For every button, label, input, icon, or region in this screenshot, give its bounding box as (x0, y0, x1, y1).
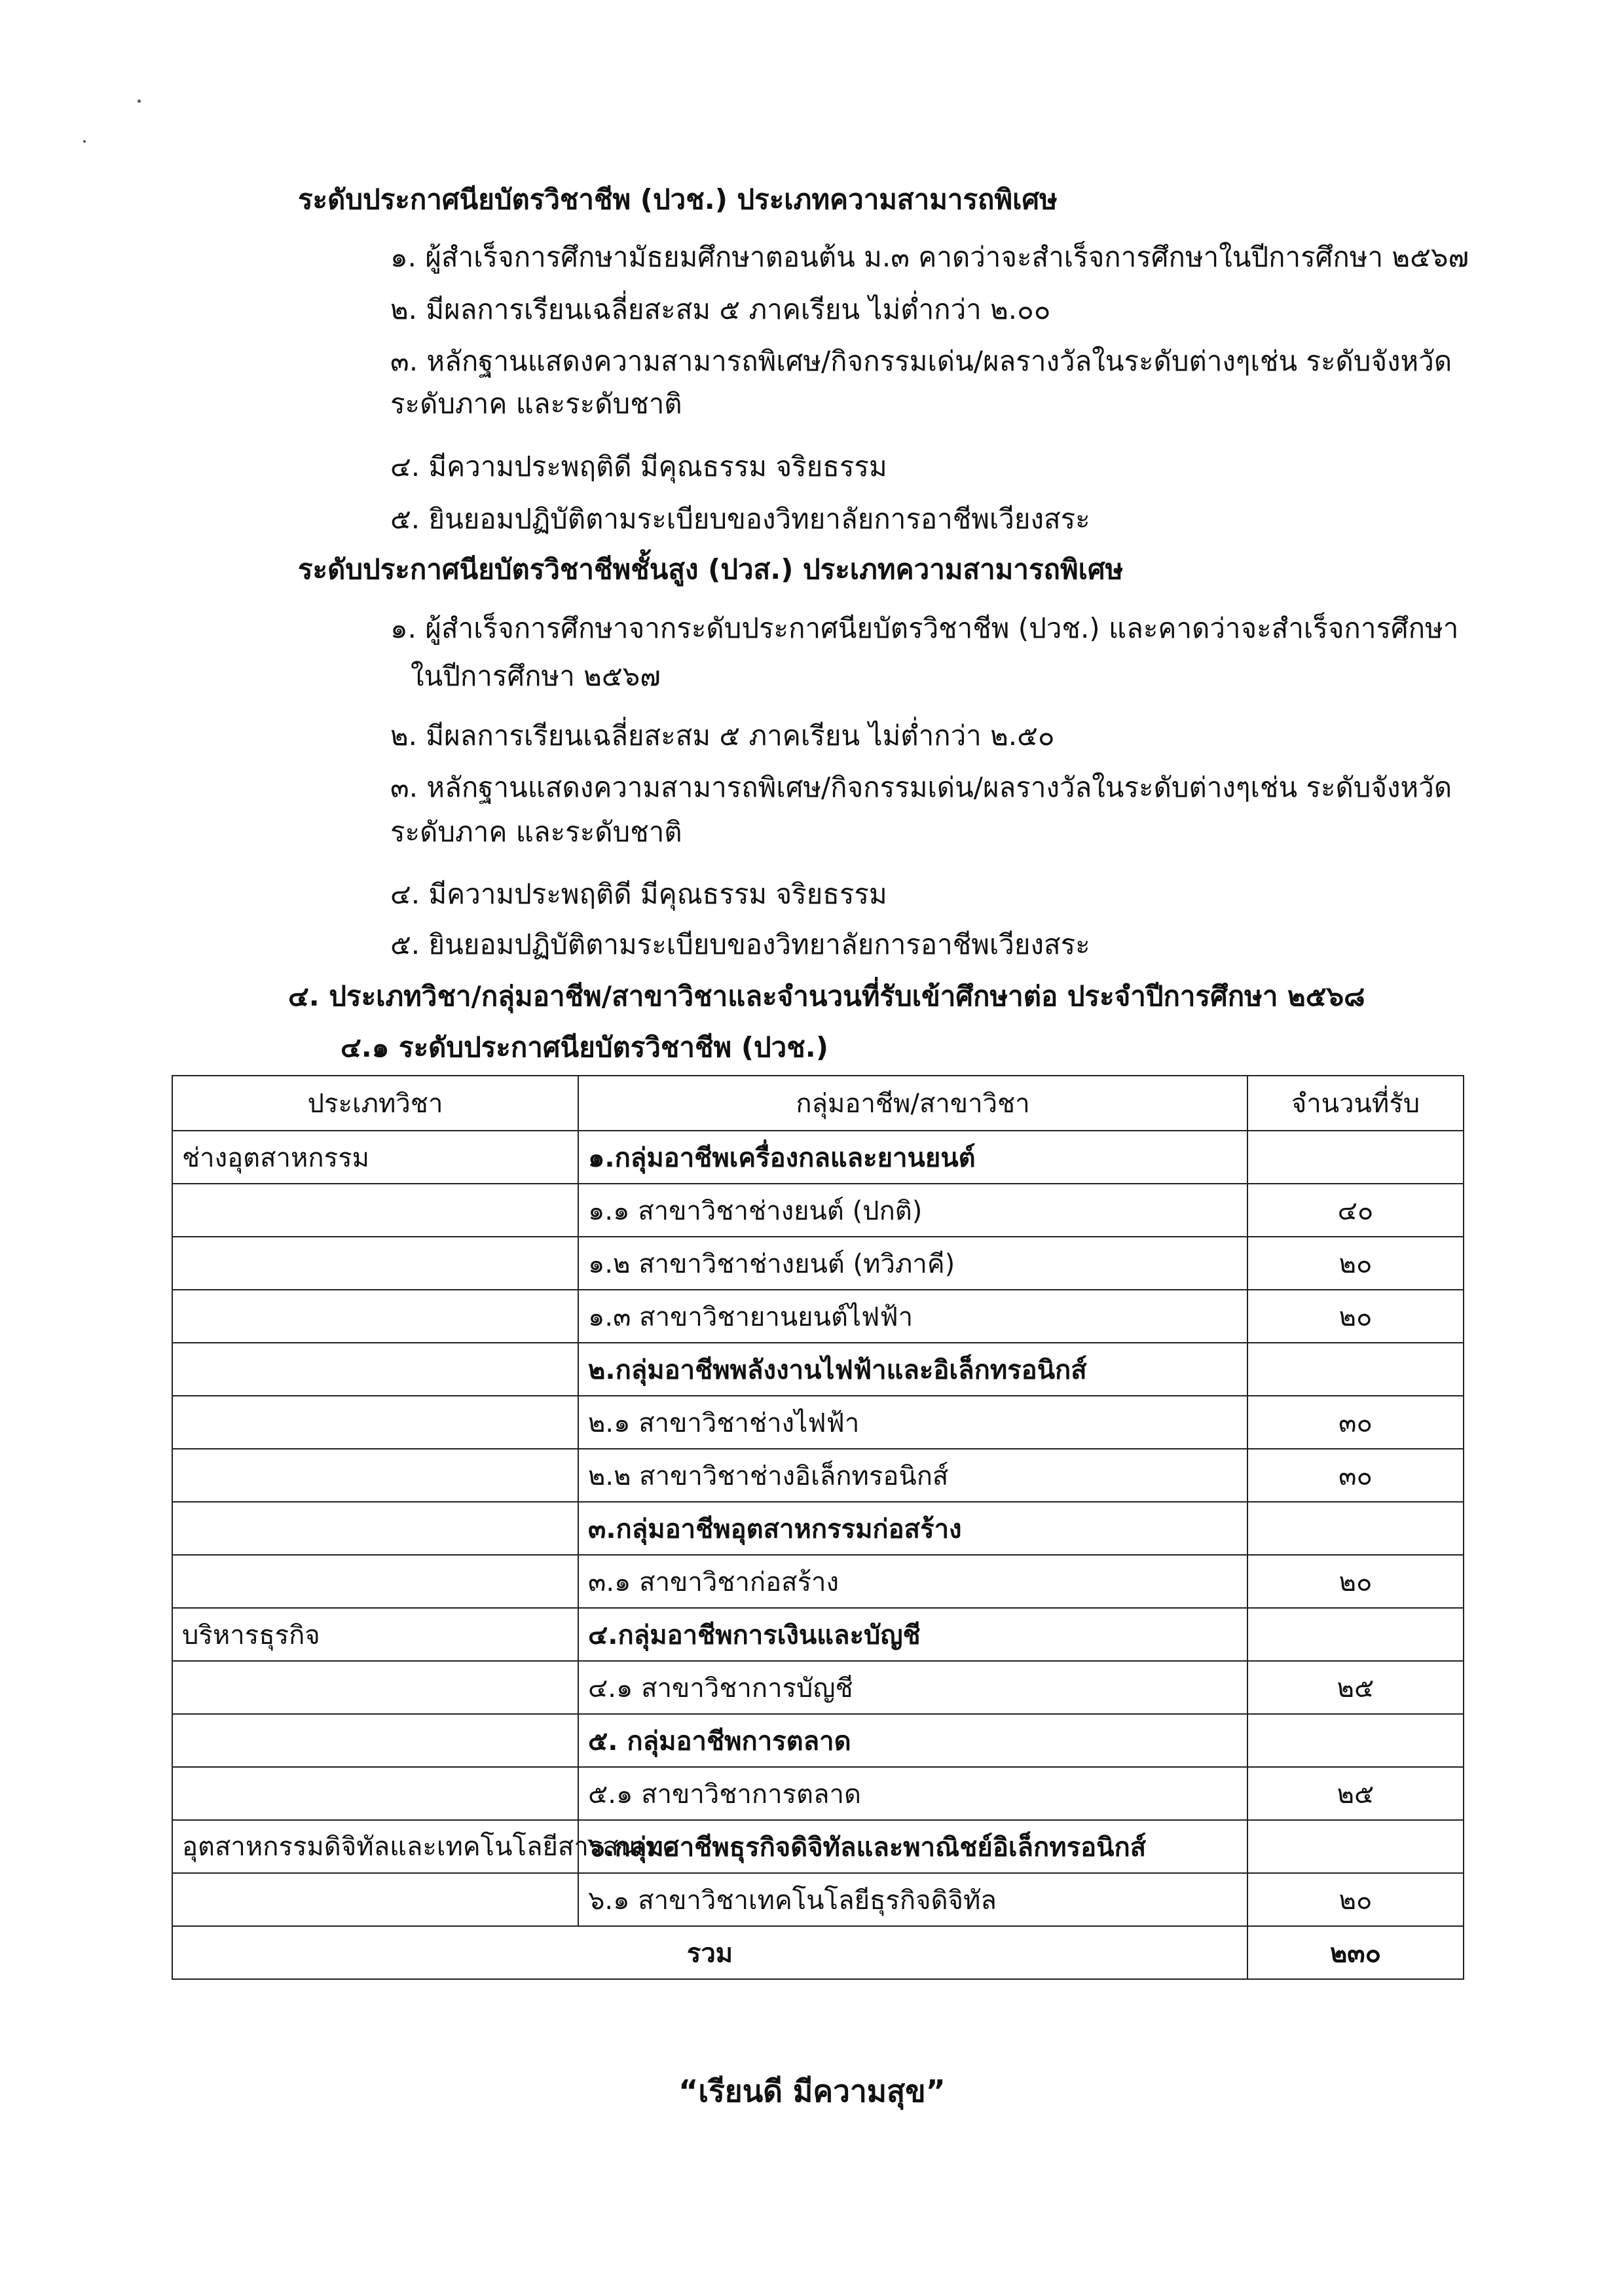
total-label: รวม (172, 1926, 1247, 1979)
pvc-item-4: ๔. มีความประพฤติดี มีคุณธรรม จริยธรรม (390, 450, 887, 483)
type-cell (172, 1873, 578, 1926)
header-count: จำนวนที่รับ (1247, 1076, 1464, 1131)
scan-speck (83, 140, 86, 143)
type-cell (172, 1502, 578, 1555)
count-cell (1247, 1820, 1464, 1873)
pvs-heading: ระดับประกาศนียบัตรวิชาชีพชั้นสูง (ปวส.) ประเภทความสามารถพิเศษ (298, 553, 1124, 585)
pvc-item-5: ๕. ยินยอมปฏิบัติตามระเบียบของวิทยาลัยการอาชีพเวียงสระ (390, 503, 1090, 535)
count-cell: ๔๐ (1247, 1184, 1464, 1237)
table-row (172, 1661, 1464, 1714)
section-4-1-subtitle: ๔.๑ ระดับประกาศนียบัตรวิชาชีพ (ปวช.) (341, 1031, 828, 1063)
table-row (172, 1714, 1464, 1767)
group-cell: ๔.กลุ่มอาชีพการเงินและบัญชี (578, 1608, 1247, 1661)
count-cell: ๓๐ (1247, 1396, 1464, 1449)
count-cell: ๓๐ (1247, 1449, 1464, 1502)
count-cell: ๒๐ (1247, 1555, 1464, 1608)
count-cell (1247, 1131, 1464, 1184)
table-row (172, 1820, 1464, 1873)
count-cell (1247, 1502, 1464, 1555)
table-row (172, 1290, 1464, 1343)
program-cell: ๑.๒ สาขาวิชาช่างยนต์ (ทวิภาคี) (578, 1237, 1247, 1290)
type-cell (172, 1449, 578, 1502)
group-cell: ๑.กลุ่มอาชีพเครื่องกลและยานยนต์ (578, 1131, 1247, 1184)
count-cell: ๒๕ (1247, 1767, 1464, 1820)
program-cell: ๖.๑ สาขาวิชาเทคโนโลยีธุรกิจดิจิทัล (578, 1873, 1247, 1926)
count-cell (1247, 1714, 1464, 1767)
section-4-title: ๔. ประเภทวิชา/กลุ่มอาชีพ/สาขาวิชาและจำนวนที่รับเข้าศึกษาต่อ ประจำปีการศึกษา ๒๕๖๘ (288, 980, 1365, 1012)
pvs-item-1-cont: ในปีการศึกษา ๒๕๖๗ (411, 660, 661, 692)
program-cell: ๒.๒ สาขาวิชาช่างอิเล็กทรอนิกส์ (578, 1449, 1247, 1502)
table-header-row (172, 1076, 1464, 1131)
group-cell: ๕. กลุ่มอาชีพการตลาด (578, 1714, 1247, 1767)
group-cell: ๒.กลุ่มอาชีพพลังงานไฟฟ้าและอิเล็กทรอนิกส์ (578, 1343, 1247, 1396)
table-row (172, 1873, 1464, 1926)
table-row (172, 1131, 1464, 1184)
table-row (172, 1767, 1464, 1820)
group-cell: ๖.กลุ่มอาชีพธุรกิจดิจิทัลและพาณิชย์อิเล็กทรอนิกส์ (578, 1820, 1247, 1873)
type-cell: บริหารธุรกิจ (172, 1608, 578, 1661)
header-group: กลุ่มอาชีพ/สาขาวิชา (578, 1076, 1247, 1131)
type-cell (172, 1290, 578, 1343)
motto: “เรียนดี มีความสุข” (678, 2073, 946, 2109)
count-cell: ๒๐ (1247, 1873, 1464, 1926)
table-row (172, 1396, 1464, 1449)
pvc-heading: ระดับประกาศนียบัตรวิชาชีพ (ปวช.) ประเภทความสามารถพิเศษ (298, 183, 1058, 215)
table-row (172, 1555, 1464, 1608)
type-cell (172, 1184, 578, 1237)
program-cell: ๑.๑ สาขาวิชาช่างยนต์ (ปกติ) (578, 1184, 1247, 1237)
count-cell: ๒๐ (1247, 1290, 1464, 1343)
pvc-item-2: ๒. มีผลการเรียนเฉลี่ยสะสม ๕ ภาคเรียน ไม่ต่ำกว่า ๒.๐๐ (390, 293, 1051, 325)
program-cell: ๒.๑ สาขาวิชาช่างไฟฟ้า (578, 1396, 1247, 1449)
header-type: ประเภทวิชา (172, 1076, 578, 1131)
program-cell: ๓.๑ สาขาวิชาก่อสร้าง (578, 1555, 1247, 1608)
pvs-item-3: ๓. หลักฐานแสดงความสามารถพิเศษ/กิจกรรมเด่น/ผลรางวัลในระดับต่างๆเช่น ระดับจังหวัด (390, 771, 1452, 803)
program-cell: ๑.๓ สาขาวิชายานยนต์ไฟฟ้า (578, 1290, 1247, 1343)
group-cell: ๓.กลุ่มอาชีพอุตสาหกรรมก่อสร้าง (578, 1502, 1247, 1555)
pvs-item-3-cont: ระดับภาค และระดับชาติ (390, 816, 682, 848)
pvs-item-4: ๔. มีความประพฤติดี มีคุณธรรม จริยธรรม (390, 878, 887, 910)
type-cell (172, 1555, 578, 1608)
table-row (172, 1237, 1464, 1290)
count-cell: ๒๐ (1247, 1237, 1464, 1290)
type-cell (172, 1237, 578, 1290)
count-cell (1247, 1608, 1464, 1661)
type-cell (172, 1661, 578, 1714)
table-row (172, 1343, 1464, 1396)
type-cell (172, 1396, 578, 1449)
pvc-item-3-cont: ระดับภาค และระดับชาติ (390, 388, 682, 420)
type-cell: ช่างอุตสาหกรรม (172, 1131, 578, 1184)
pvs-item-2: ๒. มีผลการเรียนเฉลี่ยสะสม ๕ ภาคเรียน ไม่ต่ำกว่า ๒.๕๐ (390, 720, 1055, 752)
pvc-item-1: ๑. ผู้สำเร็จการศึกษามัธยมศึกษาตอนต้น ม.๓ คาดว่าจะสำเร็จการศึกษาในปีการศึกษา ๒๕๖๗ (390, 241, 1469, 273)
type-cell: อุตสาหกรรมดิจิทัลและเทคโนโลยีสารสนเทศ (172, 1820, 578, 1873)
table-row (172, 1184, 1464, 1237)
total-value: ๒๓๐ (1247, 1926, 1464, 1979)
scan-speck (138, 100, 141, 103)
program-cell: ๕.๑ สาขาวิชาการตลาด (578, 1767, 1247, 1820)
table-row (172, 1502, 1464, 1555)
total-row (172, 1926, 1464, 1979)
program-cell: ๔.๑ สาขาวิชาการบัญชี (578, 1661, 1247, 1714)
type-cell (172, 1343, 578, 1396)
type-cell (172, 1714, 578, 1767)
pvc-item-3: ๓. หลักฐานแสดงความสามารถพิเศษ/กิจกรรมเด่น/ผลรางวัลในระดับต่างๆเช่น ระดับจังหวัด (390, 345, 1452, 377)
count-cell (1247, 1343, 1464, 1396)
pvs-item-1: ๑. ผู้สำเร็จการศึกษาจากระดับประกาศนียบัตรวิชาชีพ (ปวช.) และคาดว่าจะสำเร็จการศึกษา (390, 612, 1459, 644)
table-row (172, 1449, 1464, 1502)
count-cell: ๒๕ (1247, 1661, 1464, 1714)
type-cell (172, 1767, 578, 1820)
table-row (172, 1608, 1464, 1661)
pvs-item-5: ๕. ยินยอมปฏิบัติตามระเบียบของวิทยาลัยการอาชีพเวียงสระ (390, 928, 1090, 960)
admission-table (172, 1075, 1464, 1980)
